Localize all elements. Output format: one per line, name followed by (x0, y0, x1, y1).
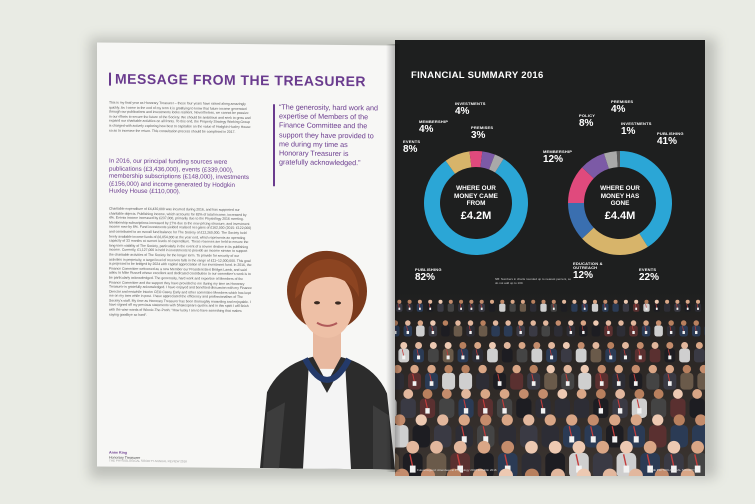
audience-photo (395, 292, 705, 476)
expenditure-total: £4.4M (604, 209, 636, 222)
signoff-role: Honorary Treasurer (109, 455, 141, 460)
treasurer-portrait (255, 232, 395, 469)
quote-close-mark: ” (358, 158, 361, 168)
income-label-membership (419, 120, 448, 135)
body-paragraph: Charitable expenditure of £4,430,000 was incurred during 2016, and has supported our charitable objects. Publishing income, which accounts for 82% of total income, increased by 4%. Events income increased by £237,000, primarily due to the Physiology 2016 meeting. Membership subscriptions increased by 27% due to the new pricing structure, and investment income rose by 8%. Fund investments yielded realised net gains of £162,000 (2015: £122,000) and contributed to an overall fund balance for The Society of £12,260,000. The Society held freely available income funds of £6,054,000 at the year end, which represents an operating capacity of 33 months at current levels of expenditure. These reserves are held to ensure the long-term viability of The Society, particularly in the event of a severe decline in its publishing income. Currently, £1,127,000 is held in investments to provide an income stream to support the charitable activities of The Society for the longer term. To provide for security of our activities in perpetuity, a target level of reserves falls in the range of £11–12,000,000. This goal is projected to be bridged by 2024 with capital appreciation of our investment fund. In 2016, the Finance Committee welcomed as a new Member our President Bert Bridget Lamb, and said adieu to Mike Russell whose excellent and dedicated contribution to our committee's work is to be particularly acknowledged. The generosity, hard work and expertise of Members of the Finance Committee and the support they have provided to me during my time as Honorary Treasurer is gratefully acknowledged. I have enjoyed and benefited discussion with my Finance Director and erstwhile Interim CEO Casey Early and other committee Members which has kept me on my toes while in post. I have appreciated the efficiency and professionalism of The Society's staff. My time as Honorary Treasurer has been thoroughly rewarding and enjoyable. I have signed off my previous statements with Shakespeare quotes and in this spirit I will finish with the wise words of Winnie-The-Pooh: "How lucky I am to have something that makes saying goodbye so hard". (109, 206, 252, 317)
signoff-name: Anne King (109, 450, 127, 455)
income-label-publishing (415, 268, 442, 283)
page-footer: THE PHYSIOLOGICAL SOCIETY ANNUAL REVIEW 2016 (109, 458, 187, 464)
income-center-line3: FROM (466, 200, 486, 208)
rounding-note: NB: Numbers in charts rounded up to nearest percent, so do not add up to 100. (495, 277, 572, 285)
expenditure-label-education (573, 262, 613, 281)
income-events-name: EVENTS (403, 139, 421, 144)
expenditure-label-investments (621, 122, 652, 137)
expenditure-investments-name: INVESTMENTS (621, 121, 652, 126)
income-label-investments (455, 102, 486, 117)
expenditure-events-name: EVENTS (639, 267, 657, 272)
income-center-line1: WHERE OUR (456, 185, 496, 192)
income-donut (423, 150, 529, 256)
book-gutter (386, 44, 400, 472)
pull-quote (279, 102, 379, 167)
income-investments-name: INVESTMENTS (455, 101, 486, 106)
income-publishing-percent: 82% (415, 272, 436, 283)
expenditure-membership-percent: 12% (543, 154, 564, 165)
expenditure-center-line3: GONE (610, 200, 630, 208)
expenditure-education-percent: 12% (573, 270, 594, 281)
expenditure-publishing-name: PUBLISHING (657, 131, 684, 136)
pull-quote-text: The generosity, hard work and expertise of Members of the Finance Committee and the support they have provided to me during my time as Honorary Treasurer is gratefully acknowledged. (279, 102, 378, 168)
page-title-text: MESSAGE FROM THE TREASURER (115, 70, 367, 90)
income-membership-percent: 4% (419, 124, 434, 135)
expenditure-policy-name: POLICY (579, 113, 596, 118)
photo-credit: THE PHYSIOLOGICAL SOCIETY (649, 468, 695, 472)
lead-paragraph: In 2016, our principal funding sources were publications (£3,436,000), events (£339,000), membership subscriptions (£148,000), investments (£156,000) and income generated by Hodgkin Huxley House (£110,000). (109, 157, 249, 196)
income-premises-name: PREMISES (471, 125, 494, 130)
page-title (109, 71, 366, 90)
income-center-label (436, 185, 516, 222)
expenditure-membership-name: MEMBERSHIP (543, 149, 573, 154)
financial-summary-title: FINANCIAL SUMMARY 2016 (411, 70, 544, 81)
expenditure-label-premises (611, 100, 633, 115)
right-page (395, 40, 705, 476)
expenditure-label-events (639, 268, 659, 283)
income-label-events (403, 140, 420, 155)
income-premises-percent: 3% (471, 130, 486, 141)
expenditure-investments-percent: 1% (621, 126, 636, 137)
expenditure-education-name: EDUCATION & OUTREACH (573, 261, 603, 270)
expenditure-premises-percent: 4% (611, 104, 626, 115)
expenditure-policy-percent: 8% (579, 118, 594, 129)
income-center-line2: MONEY CAME (454, 192, 498, 200)
intro-paragraph: This is my final year as Honorary Treasurer – these four years have raised along amazingly quickly. As I come to the end of my term it is gratifying to know that future income generated through our publications and investments looks resilient. Nevertheless, we cannot be passive in our efforts to secure the future of the Society. We should be ambitious and seek to grow and expand our charitable activities on all fronts. To this end, the Property Strategy Working Group is charged with actively exploring how best to capitalise on the value of Hodgkin Huxley House so as to increase the return. This consultation process should be completed in 2017. (109, 100, 251, 134)
photo-caption: Future-legend: Attendees at Physiology 2016 & Dublin 2016 (417, 468, 497, 472)
income-total: £4.2M (460, 209, 492, 222)
income-investments-percent: 4% (455, 106, 470, 117)
income-slice-membership (469, 151, 482, 167)
expenditure-label-membership (543, 150, 572, 165)
expenditure-donut (567, 150, 673, 256)
expenditure-events-percent: 22% (639, 272, 660, 283)
expenditure-label-publishing (657, 132, 684, 147)
income-publishing-name: PUBLISHING (415, 267, 442, 272)
expenditure-center-line1: WHERE OUR (600, 185, 640, 192)
expenditure-center-line2: MONEY HAS (600, 192, 640, 200)
expenditure-publishing-percent: 41% (657, 136, 678, 147)
income-membership-name: MEMBERSHIP (419, 119, 449, 124)
income-label-premises (471, 126, 493, 141)
expenditure-center-label (580, 185, 660, 222)
quote-open-mark: “ (279, 102, 282, 112)
left-page (97, 42, 395, 469)
income-events-percent: 8% (403, 144, 418, 155)
expenditure-premises-name: PREMISES (611, 99, 634, 104)
expenditure-label-policy (579, 114, 595, 129)
